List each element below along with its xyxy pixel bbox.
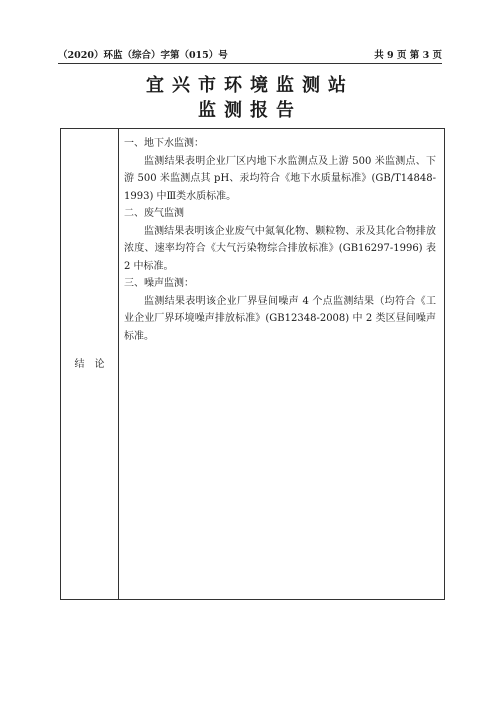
conclusion-table: [60, 128, 445, 600]
section-body-groundwater: 监测结果表明企业厂区内地下水监测点及上游 500 米监测点、下游 500 米监测点其 pH、汞均符合《地下水质量标准》(GB/T14848-1993) 中Ⅲ类水质标准。: [124, 155, 436, 202]
header-divider: [58, 63, 442, 64]
page-indicator: 共 9 页 第 3 页: [374, 50, 442, 61]
report-title: 监测报告: [198, 100, 302, 121]
section-body-noise: 监测结果表明该企业厂界昼间噪声 4 个点监测结果（均符合《工业企业厂界环境噪声排放标准》(GB12348-2008) 中 2 类区昼间噪声标准。: [124, 295, 436, 342]
conclusion-content: [124, 135, 436, 345]
table-column-divider: [118, 129, 119, 599]
organization-title: 宜兴市环境监测站: [146, 75, 354, 96]
section-heading-noise: 三、噪声监测：: [124, 278, 194, 289]
section-heading-groundwater: 一、地下水监测：: [124, 138, 204, 149]
section-body-exhaust-gas: 监测结果表明该企业废气中氮氧化物、颗粒物、汞及其化合物排放浓度、速率均符合《大气污染物综合排放标准》(GB16297-1996) 表 2 中标准。: [124, 225, 436, 272]
conclusion-label: 结论: [74, 359, 115, 370]
document-reference-number: （2020）环监（综合）字第（015）号: [58, 50, 228, 61]
section-heading-exhaust-gas: 二、废气监测: [124, 208, 184, 219]
